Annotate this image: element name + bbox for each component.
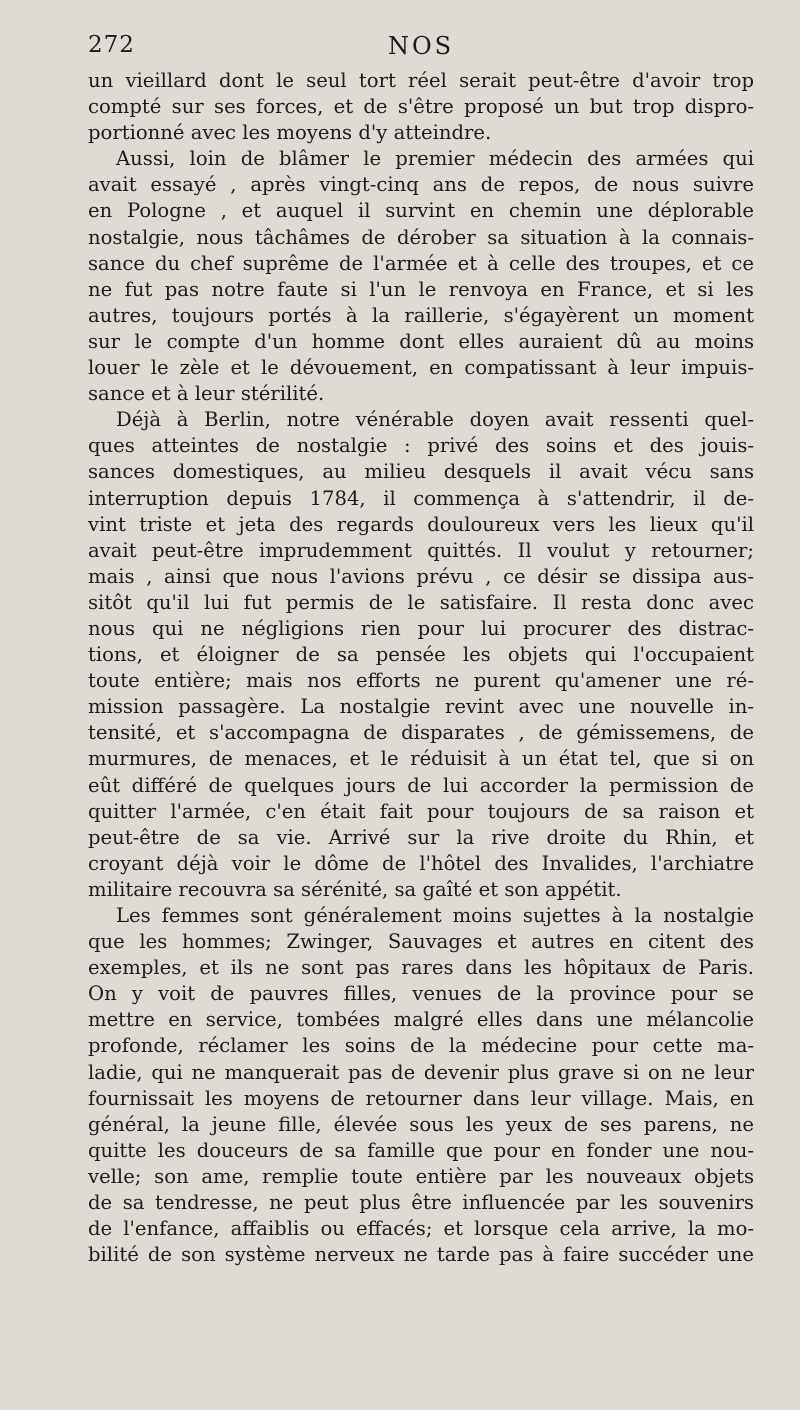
text-line: mission passagère. La nostalgie revint avec une nouvelle in- [88, 695, 754, 719]
text-line: de sa tendresse, ne peut plus être influencée par les souvenirs [88, 1191, 754, 1215]
text-line: ne fut pas notre faute si l'un le renvoya en France, et si les [88, 277, 754, 301]
text-line: ladie, qui ne manquerait pas de devenir plus grave si on ne leur [88, 1060, 754, 1084]
text-line: sitôt qu'il lui fut permis de le satisfaire. Il resta donc avec [88, 590, 754, 614]
text-line: général, la jeune fille, élevée sous les yeux de ses parens, ne [88, 1112, 754, 1136]
text-line: en Pologne , et auquel il survint en chemin une déplorable [88, 199, 754, 223]
text-line: fournissait les moyens de retourner dans leur village. Mais, en [88, 1086, 754, 1110]
text-line: avait essayé , après vingt-cinq ans de repos, de nous suivre [88, 173, 754, 197]
paragraph [88, 68, 754, 146]
text-line: interruption depuis 1784, il commença à s'attendrir, il de- [88, 486, 754, 510]
text-line: avait peut-être imprudemment quittés. Il voulut y retourner; [88, 538, 754, 562]
paragraph [88, 146, 754, 407]
text-line: toute entière; mais nos efforts ne purent qu'amener une ré- [88, 669, 754, 693]
text-line: quitter l'armée, c'en était fait pour toujours de sa raison et [88, 799, 754, 823]
text-line: nostalgie, nous tâchâmes de dérober sa situation à la connais- [88, 225, 754, 249]
text-line: sance du chef suprême de l'armée et à celle des troupes, et ce [88, 251, 754, 275]
text-line: tensité, et s'accompagna de disparates , de gémissemens, de [88, 721, 754, 745]
text-line: autres, toujours portés à la raillerie, s'égayèrent un moment [88, 303, 754, 327]
text-line: quitte les douceurs de sa famille que pour en fonder une nou- [88, 1138, 754, 1162]
text-line: On y voit de pauvres filles, venues de la province pour se [88, 982, 754, 1006]
text-line: sances domestiques, au milieu desquels il avait vécu sans [88, 460, 754, 484]
text-line: velle; son ame, remplie toute entière par les nouveaux objets [88, 1164, 754, 1188]
text-line: nous qui ne négligions rien pour lui procurer des distrac- [88, 616, 754, 640]
text-line: tions, et éloigner de sa pensée les objets qui l'occupaient [88, 643, 754, 667]
page-body [88, 68, 754, 1268]
text-line: que les hommes; Zwinger, Sauvages et autres en citent des [88, 930, 754, 954]
text-line: sur le compte d'un homme dont elles auraient dû au moins [88, 329, 754, 353]
page-number: 272 [88, 32, 135, 58]
text-line: Aussi, loin de blâmer le premier médecin des armées qui [116, 147, 754, 171]
text-line: un vieillard dont le seul tort réel serait peut-être d'avoir trop [88, 69, 754, 92]
text-line: croyant déjà voir le dôme de l'hôtel des Invalides, l'archiatre [88, 851, 754, 875]
text-line: militaire recouvra sa sérénité, sa gaîté et son appétit. [88, 877, 622, 901]
text-line: bilité de son système nerveux ne tarde pas à faire succéder une [88, 1243, 754, 1267]
text-line: compté sur ses forces, et de s'être proposé un but trop dispro- [88, 95, 754, 119]
text-line: Déjà à Berlin, notre vénérable doyen avait ressenti quel- [116, 408, 754, 432]
paragraph [88, 407, 754, 903]
text-line: peut-être de sa vie. Arrivé sur la rive droite du Rhin, et [88, 825, 754, 849]
text-line: exemples, et ils ne sont pas rares dans les hôpitaux de Paris. [88, 956, 754, 980]
text-line: portionné avec les moyens d'y atteindre. [88, 121, 492, 145]
text-line: sance et à leur stérilité. [88, 382, 325, 406]
text-line: profonde, réclamer les soins de la médecine pour cette ma- [88, 1034, 754, 1058]
text-line: eût différé de quelques jours de lui accorder la permission de [88, 773, 754, 797]
text-line: de l'enfance, affaiblis ou effacés; et lorsque cela arrive, la mo- [88, 1217, 754, 1241]
text-line: murmures, de menaces, et le réduisit à un état tel, que si on [88, 747, 754, 771]
text-line: mais , ainsi que nous l'avions prévu , ce désir se dissipa aus- [88, 564, 754, 588]
text-line: Les femmes sont généralement moins sujettes à la nostalgie [116, 904, 754, 927]
running-head: NOS [387, 32, 455, 60]
text-line: ques atteintes de nostalgie : privé des soins et des jouis- [88, 434, 754, 458]
page-header [88, 32, 754, 66]
paragraph [88, 903, 754, 1268]
text-line: louer le zèle et le dévouement, en compatissant à leur impuis- [88, 356, 754, 380]
text-line: mettre en service, tombées malgré elles dans une mélancolie [88, 1008, 754, 1032]
text-line: vint triste et jeta des regards douloureux vers les lieux qu'il [88, 512, 754, 536]
